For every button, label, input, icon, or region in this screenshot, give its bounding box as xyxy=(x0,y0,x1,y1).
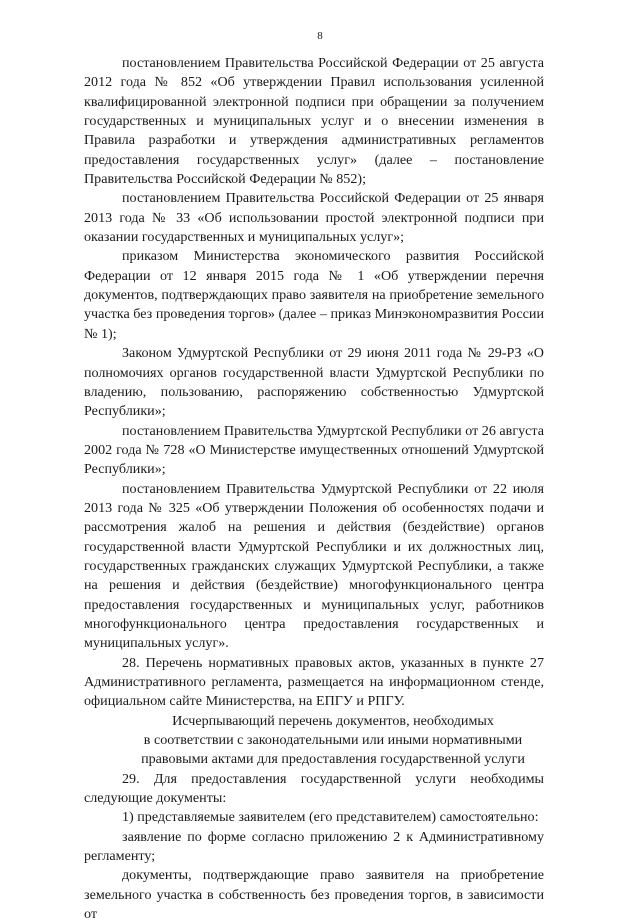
section-heading-line: правовыми актами для предоставления государственной услуги xyxy=(141,751,525,768)
paragraph-item-28: 28. Перечень нормативных правовых актов, указанных в пункте 27 Административного регламента, размещается на информационном стенде, официальном сайте Министерства, на ЕПГУ и РПГУ. xyxy=(84,654,544,710)
document-body xyxy=(84,54,544,924)
paragraph-decree-728: постановлением Правительства Удмуртской Республики от 26 августа 2002 года № 728 «О Министерстве имущественных отношений Удмуртской Республики»; xyxy=(84,422,544,478)
paragraph-law-29-rz: Законом Удмуртской Республики от 29 июня 2011 года № 29-РЗ «О полномочиях органов государственной власти Удмуртской Республики по владению, пользованию, распоряжению собственностью Удмуртской Республики»; xyxy=(84,345,544,420)
paragraph-decree-325: постановлением Правительства Удмуртской Республики от 22 июля 2013 года № 325 «Об утверждении Положения об особенностях подачи и рассмотрения жалоб на решения и действия (бездействие) органов государственной власти Удмуртской Республики и их должностных лиц, государственных гражданских служащих Удмуртской Республики, а также на решения и действия (бездействие) многофункционального центра предоставления государственных и муниципальных услуг, работников многофункционального центра предоставления государственных и муниципальных услуг». xyxy=(84,480,544,652)
paragraph-decree-33: постановлением Правительства Российской Федерации от 25 января 2013 года № 33 «Об использовании простой электронной подписи при оказании государственных и муниципальных услуг»; xyxy=(84,190,544,246)
section-heading xyxy=(84,712,544,770)
paragraph-decree-852: постановлением Правительства Российской Федерации от 25 августа 2012 года № 852 «Об утверждении Правил использования усиленной квалифицированной электронной подписи при обращении за получением государственных и муниципальных услуг и о внесении изменения в Правила разработки и утверждения административных регламентов предоставления государственных услуг» (далее – постановление Правительства Российской Федерации № 852); xyxy=(84,55,544,188)
paragraph-application: заявление по форме согласно приложению 2 к Административному регламенту; xyxy=(84,828,544,865)
page-number: 8 xyxy=(317,30,323,42)
paragraph-item-29: 29. Для предоставления государственной услуги необходимы следующие документы: xyxy=(84,770,544,807)
paragraph-subitem-1: 1) представляемые заявителем (его представителем) самостоятельно: xyxy=(122,809,539,826)
paragraph-documents: документы, подтверждающие право заявителя на приобретение земельного участка в собственность без проведения торгов, в зависимости от xyxy=(84,867,544,923)
section-heading-line: Исчерпывающий перечень документов, необходимых xyxy=(172,712,494,729)
paragraph-order-1: приказом Министерства экономического развития Российской Федерации от 12 января 2015 года № 1 «Об утверждении перечня документов, подтверждающих право заявителя на приобретение земельного участка без проведения торгов» (далее – приказ Минэкономразвития России № 1); xyxy=(84,248,544,342)
section-heading-line: в соответствии с законодательными или иными нормативными xyxy=(143,732,523,749)
